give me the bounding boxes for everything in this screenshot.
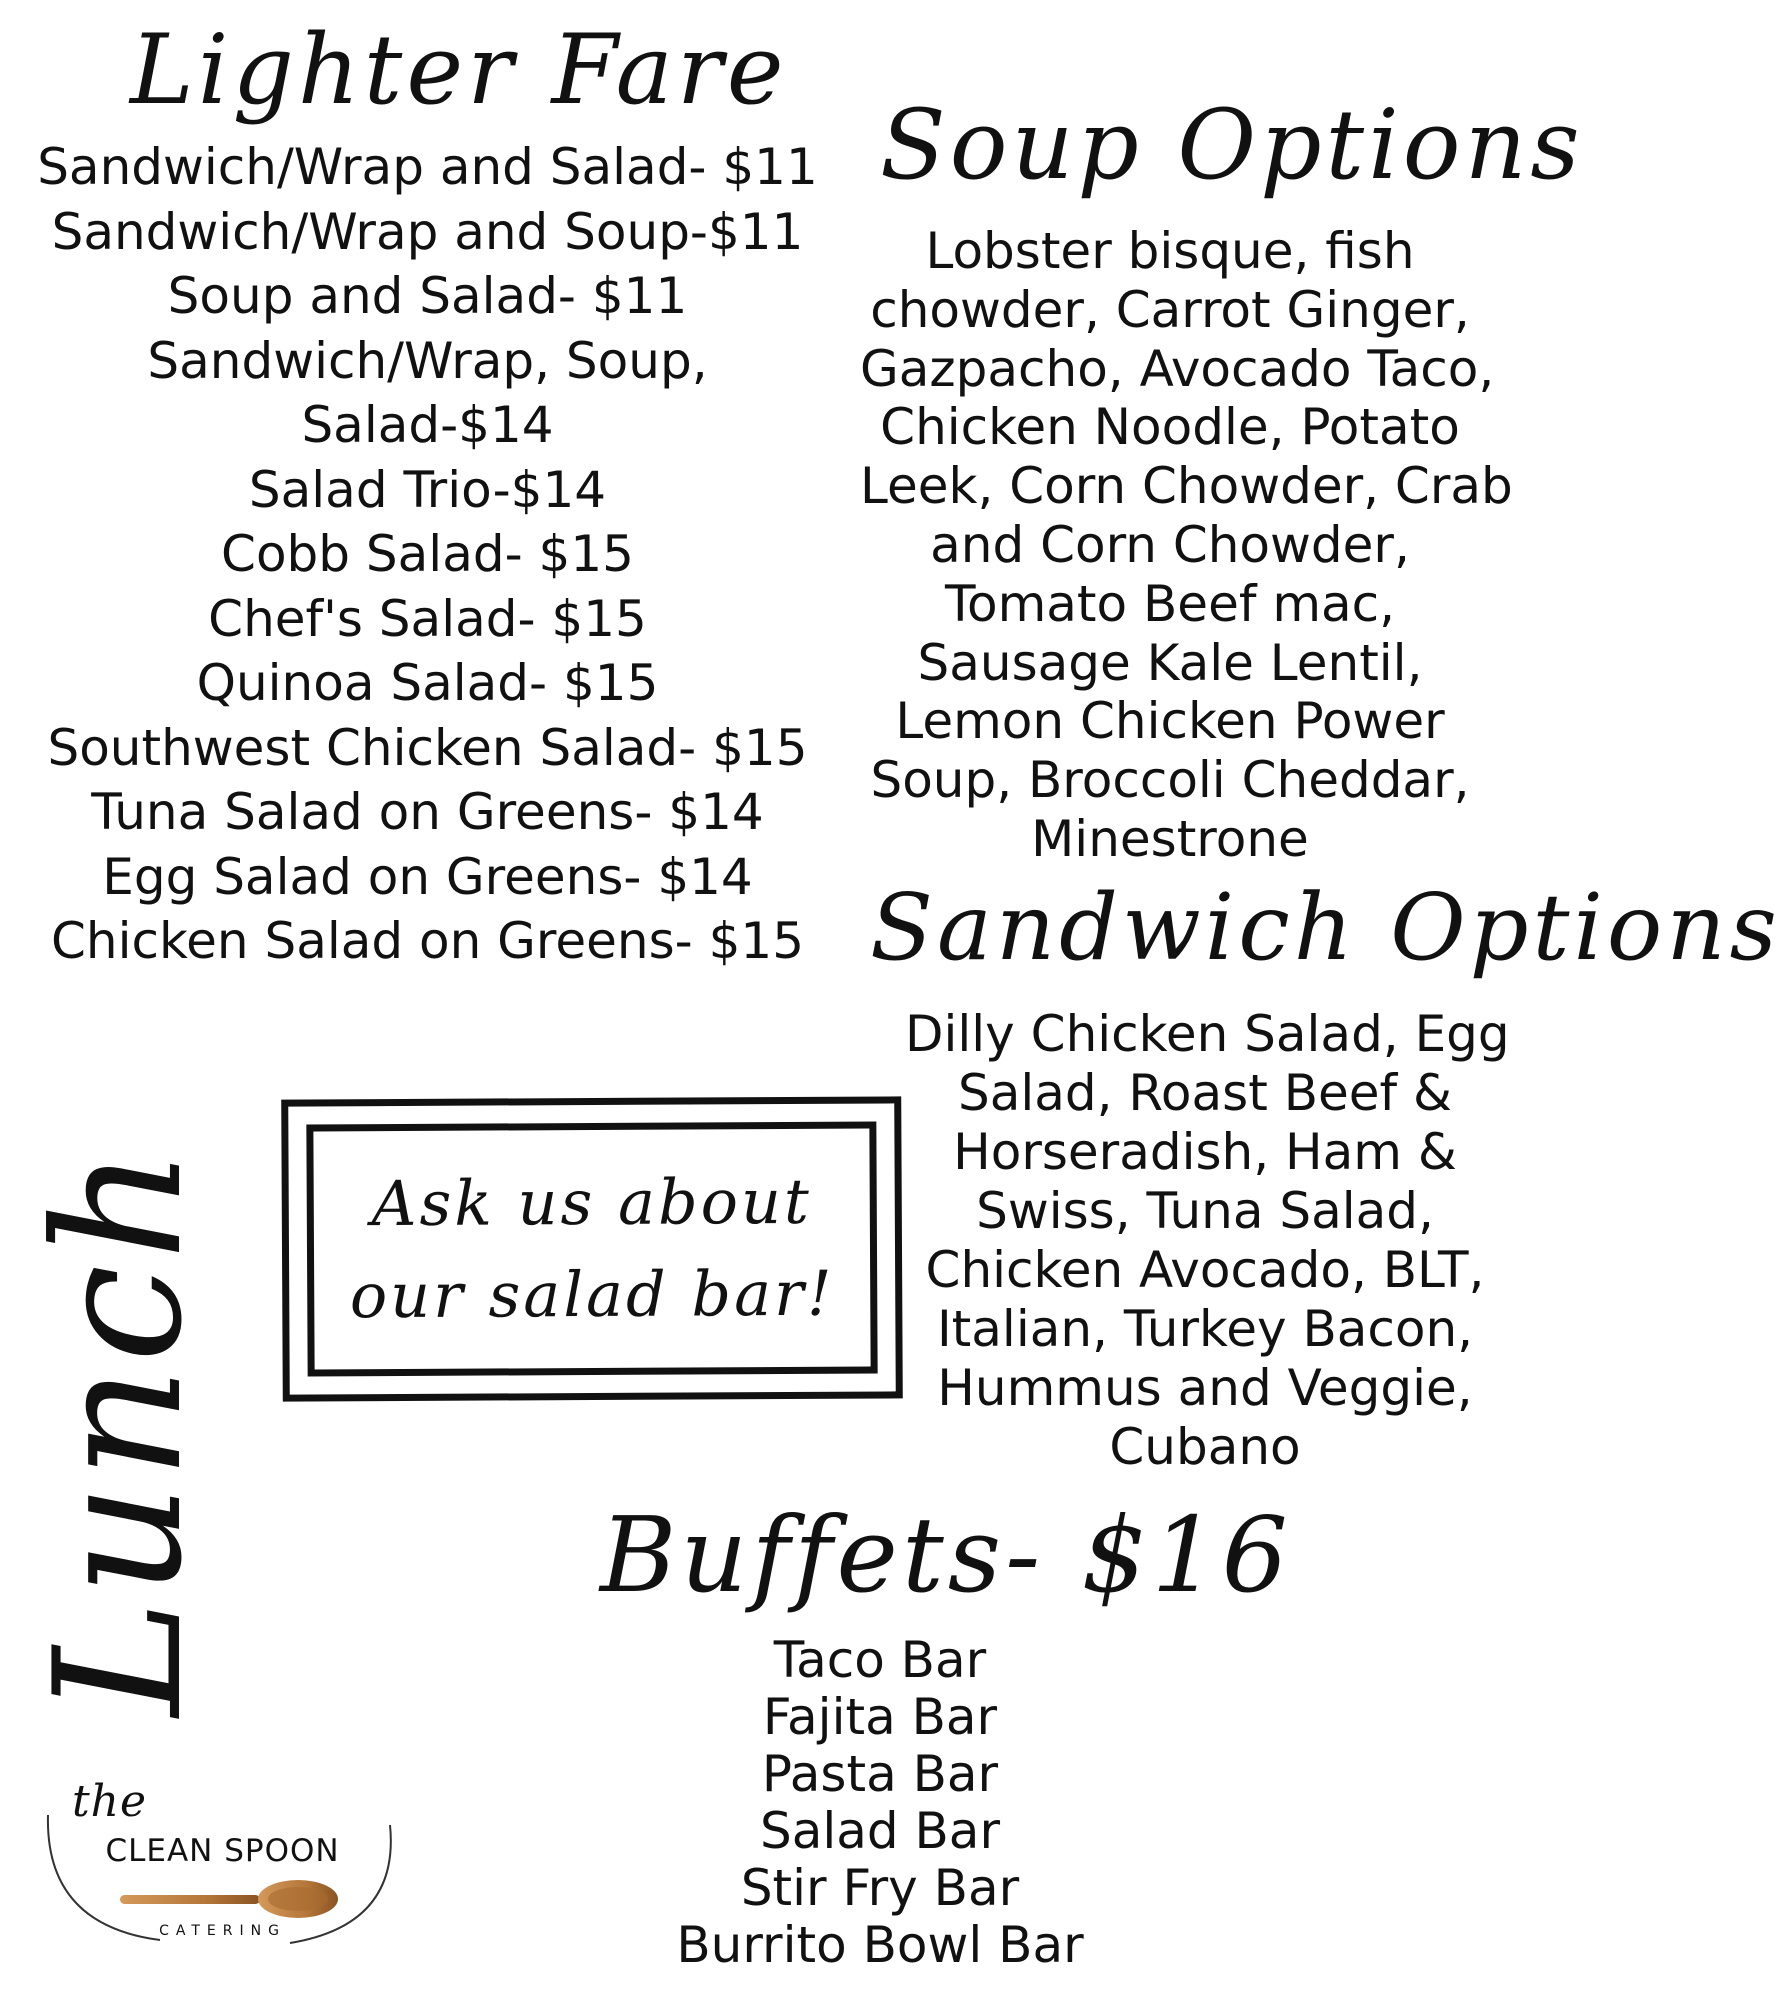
sandwich-line: Swiss, Tuna Salad, xyxy=(976,1182,1434,1240)
soup-line: chowder, Carrot Ginger, xyxy=(870,280,1470,339)
salad-bar-callout xyxy=(281,1096,903,1401)
sandwich-options-heading: Sandwich Options xyxy=(870,874,1781,981)
sandwich-line: Cubano xyxy=(1109,1418,1301,1476)
menu-item: Salad-$14 xyxy=(301,396,554,454)
logo-the-text: the xyxy=(72,1776,148,1827)
menu-item: Chef's Salad- $15 xyxy=(208,589,647,648)
soup-line: Leek, Corn Chowder, Crab xyxy=(860,457,1513,516)
menu-item: Sandwich/Wrap and Soup-$11 xyxy=(51,202,804,261)
sandwich-options-text xyxy=(905,1005,1510,1477)
lunch-title-wrap xyxy=(10,1120,221,1740)
buffet-item: Salad Bar xyxy=(759,1802,1001,1860)
soup-line: Lemon Chicken Power xyxy=(895,692,1445,751)
buffet-item: Fajita Bar xyxy=(762,1688,998,1746)
buffet-item: Taco Bar xyxy=(773,1631,987,1689)
menu-item: Cobb Salad- $15 xyxy=(221,525,634,583)
menu-item: Sandwich/Wrap and Salad- $11 xyxy=(37,138,818,196)
buffet-item: Burrito Bowl Bar xyxy=(676,1916,1084,1974)
sandwich-line: Horseradish, Ham & xyxy=(953,1123,1457,1181)
soup-line: and Corn Chowder, xyxy=(930,515,1410,574)
menu-item: Salad Trio-$14 xyxy=(248,460,607,519)
soup-line: Minestrone xyxy=(1031,809,1309,868)
sandwich-line: Salad, Roast Beef & xyxy=(957,1064,1453,1122)
lighter-fare-list xyxy=(10,135,845,974)
salad-bar-line-2: our salad bar! xyxy=(349,1256,835,1333)
soup-line: Chicken Noodle, Potato xyxy=(880,398,1460,457)
logo-tagline: CATERING xyxy=(159,1923,286,1939)
salad-bar-callout-text xyxy=(349,1156,835,1343)
menu-item: Quinoa Salad- $15 xyxy=(196,654,659,712)
soup-options-text xyxy=(860,222,1513,869)
buffets-heading: Buffets- $16 xyxy=(600,1494,1292,1616)
buffet-item: Pasta Bar xyxy=(761,1745,999,1803)
buffets-list xyxy=(630,1632,1130,1974)
logo-brand-name: CLEAN SPOON xyxy=(105,1833,340,1869)
lunch-title: Lunch xyxy=(18,1143,221,1717)
soup-line: Tomato Beef mac, xyxy=(944,574,1396,633)
menu-item: Sandwich/Wrap, Soup, xyxy=(147,331,708,390)
sandwich-line: Italian, Turkey Bacon, xyxy=(936,1300,1474,1358)
buffet-item: Stir Fry Bar xyxy=(740,1859,1020,1917)
lighter-fare-heading: Lighter Fare xyxy=(130,14,788,126)
soup-line: Lobster bisque, fish xyxy=(925,222,1415,280)
sandwich-line: Dilly Chicken Salad, Egg xyxy=(905,1005,1510,1063)
salad-bar-callout-inner-frame xyxy=(306,1122,877,1377)
soup-line: Sausage Kale Lentil, xyxy=(917,633,1423,692)
soup-options-heading: Soup Options xyxy=(880,89,1584,201)
soup-line: Gazpacho, Avocado Taco, xyxy=(860,339,1495,398)
wooden-spoon-icon xyxy=(120,1878,340,1920)
menu-item: Southwest Chicken Salad- $15 xyxy=(47,718,808,777)
menu-item: Soup and Salad- $11 xyxy=(167,267,688,325)
menu-item: Chicken Salad on Greens- $15 xyxy=(50,912,805,970)
sandwich-line: Hummus and Veggie, xyxy=(937,1359,1473,1417)
menu-item: Egg Salad on Greens- $14 xyxy=(102,847,753,906)
menu-item: Tuna Salad on Greens- $14 xyxy=(91,783,764,841)
soup-line: Soup, Broccoli Cheddar, xyxy=(870,751,1470,810)
sandwich-line: Chicken Avocado, BLT, xyxy=(925,1241,1485,1299)
salad-bar-line-1: Ask us about xyxy=(371,1164,813,1241)
clean-spoon-logo xyxy=(40,1775,405,1965)
